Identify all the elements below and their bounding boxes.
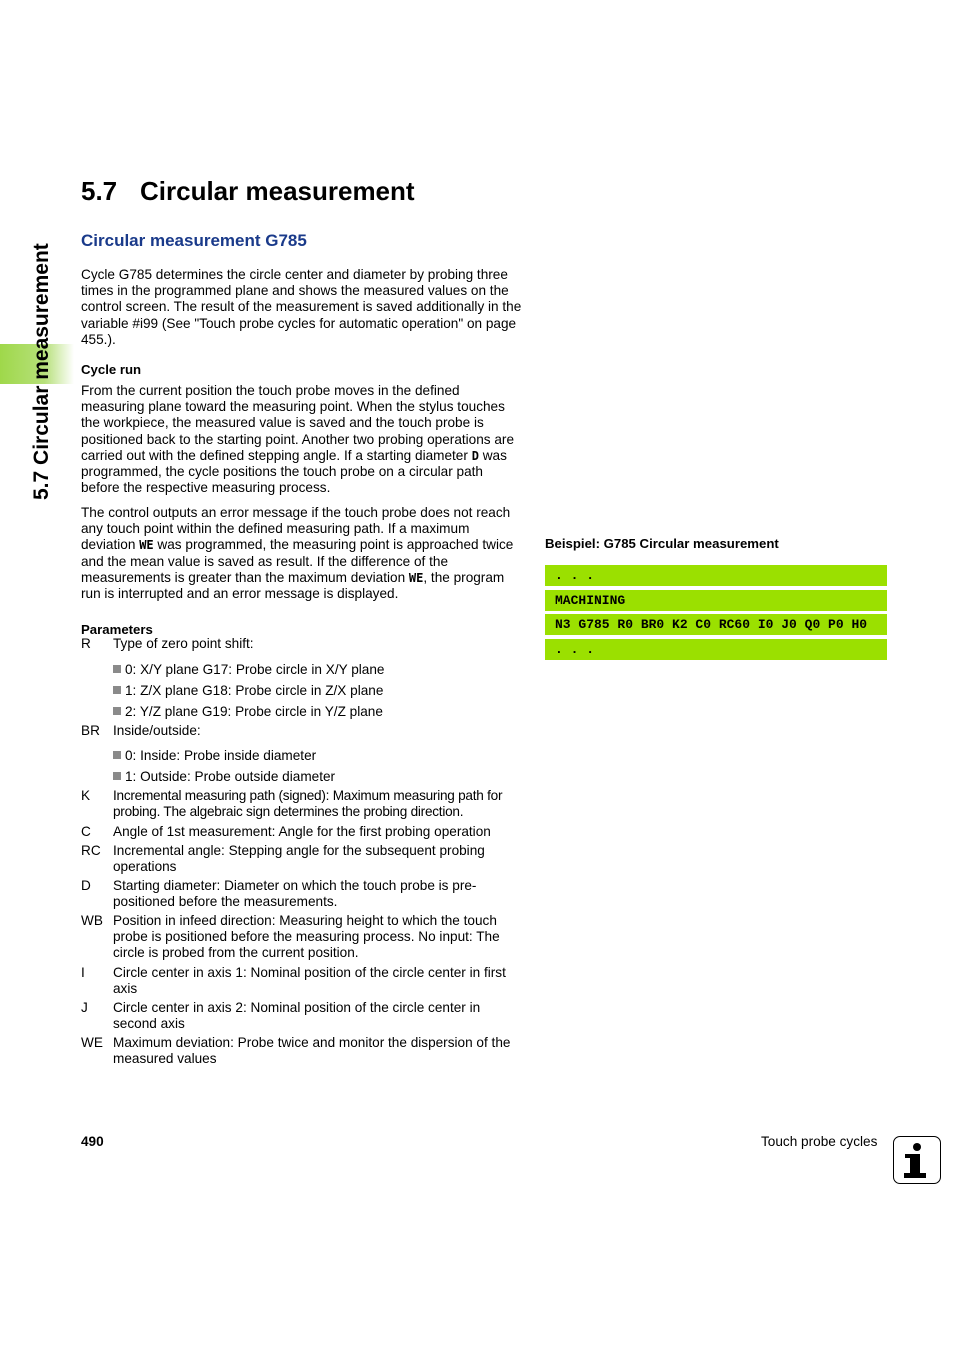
example-line: N3 G785 R0 BR0 K2 C0 RC60 I0 J0 Q0 P0 H0 [545, 614, 887, 635]
param-option: 1: Z/X plane G18: Probe circle in Z/X plane [113, 683, 383, 699]
param-option: 1: Outside: Probe outside diameter [113, 769, 335, 785]
info-stem [910, 1154, 920, 1175]
example-line: . . . [545, 565, 887, 586]
cycle-run-text-a: From the current position the touch probe moves in the defined measuring plane toward the measuring point. When the stylus touches the workpiece, the measured value is saved and the touch probe is positioned back to the starting point. Another two probing operations are carried out with the defined stepping angle. If a starting diameter [81, 383, 515, 463]
section-title: Circular measurement [140, 176, 415, 206]
param-desc: Position in infeed direction: Measuring height to which the touch probe is positioned before the measuring process. No input: The circle is probed from the current position. [113, 913, 500, 961]
param-desc: Starting diameter: Diameter on which the touch probe is pre-positioned before the measurements. [113, 878, 477, 910]
param-key: D [81, 878, 91, 893]
bullet-square-icon [113, 751, 121, 759]
param-option: 0: X/Y plane G17: Probe circle in X/Y plane [113, 662, 384, 678]
footer-chapter-title: Touch probe cycles [761, 1134, 878, 1149]
cycle-run-paragraph-2 [81, 505, 525, 602]
param-key: RC [81, 843, 101, 858]
bullet-square-icon [113, 686, 121, 694]
param-desc: Circle center in axis 1: Nominal position of the circle center in first axis [113, 965, 506, 997]
subheading: Circular measurement G785 [81, 231, 307, 250]
param-key: R [81, 636, 91, 651]
param-option: 2: Y/Z plane G19: Probe circle in Y/Z plane [113, 704, 383, 720]
cycle-run-text-b: was programmed, the cycle positions the touch probe on a circular path before the respective measuring process. [81, 447, 507, 496]
code-d: D [471, 448, 479, 463]
info-icon [893, 1136, 941, 1184]
param-desc: Incremental angle: Stepping angle for the subsequent probing operations [113, 843, 485, 875]
param-desc: Inside/outside: [113, 723, 201, 738]
side-chapter-title: 5.7 Circular measurement [30, 243, 53, 500]
code-we-1: WE [139, 538, 154, 553]
param-key: J [81, 1000, 88, 1015]
param-key: K [81, 788, 91, 803]
example-title: Beispiel: G785 Circular measurement [545, 536, 779, 551]
param-key: WB [81, 913, 103, 928]
example-line: MACHINING [545, 590, 887, 611]
cycle-run-paragraph-1 [81, 383, 525, 496]
param-desc: Maximum deviation: Probe twice and monitor the dispersion of the measured values [113, 1035, 511, 1067]
bullet-square-icon [113, 707, 121, 715]
info-dot [913, 1143, 921, 1151]
intro-paragraph: Cycle G785 determines the circle center and diameter by probing three times in the programmed plane and shows the measured values on the control screen. The result of the measurement is saved additionally in the variable #i99 (See "Touch probe cycles for automatic operation" on page 455.). [81, 267, 522, 347]
code-we-2: WE [408, 570, 424, 585]
bullet-square-icon [113, 665, 121, 673]
error-text-b: was programmed, the measuring point is approached twice and the mean value is saved as result. If the difference of the measurements is greater than the maximum deviation [81, 537, 514, 585]
info-base [904, 1173, 926, 1178]
param-key: C [81, 824, 91, 839]
parameters-heading: Parameters [81, 622, 153, 637]
param-key: WE [81, 1035, 103, 1050]
param-option: 0: Inside: Probe inside diameter [113, 748, 316, 764]
error-text-a: The control outputs an error message if the touch probe does not reach any touch point within the defined measuring path. If a maximum deviation [81, 505, 511, 553]
example-line: . . . [545, 639, 887, 660]
param-key: I [81, 965, 85, 980]
section-number: 5.7 [81, 176, 118, 206]
param-desc: Incremental measuring path (signed): Maximum measuring path for probing. The algebraic sign determines the probing direction. [113, 788, 503, 820]
param-key: BR [81, 723, 100, 738]
error-text-c: , the program run is interrupted and an error message is displayed. [81, 569, 505, 602]
param-desc: Angle of 1st measurement: Angle for the first probing operation [113, 824, 491, 839]
bullet-square-icon [113, 772, 121, 780]
cycle-run-heading: Cycle run [81, 362, 142, 377]
param-desc: Type of zero point shift: [113, 636, 254, 651]
page-number: 490 [81, 1134, 104, 1149]
section-heading [81, 176, 415, 207]
param-desc: Circle center in axis 2: Nominal position of the circle center in second axis [113, 1000, 481, 1032]
